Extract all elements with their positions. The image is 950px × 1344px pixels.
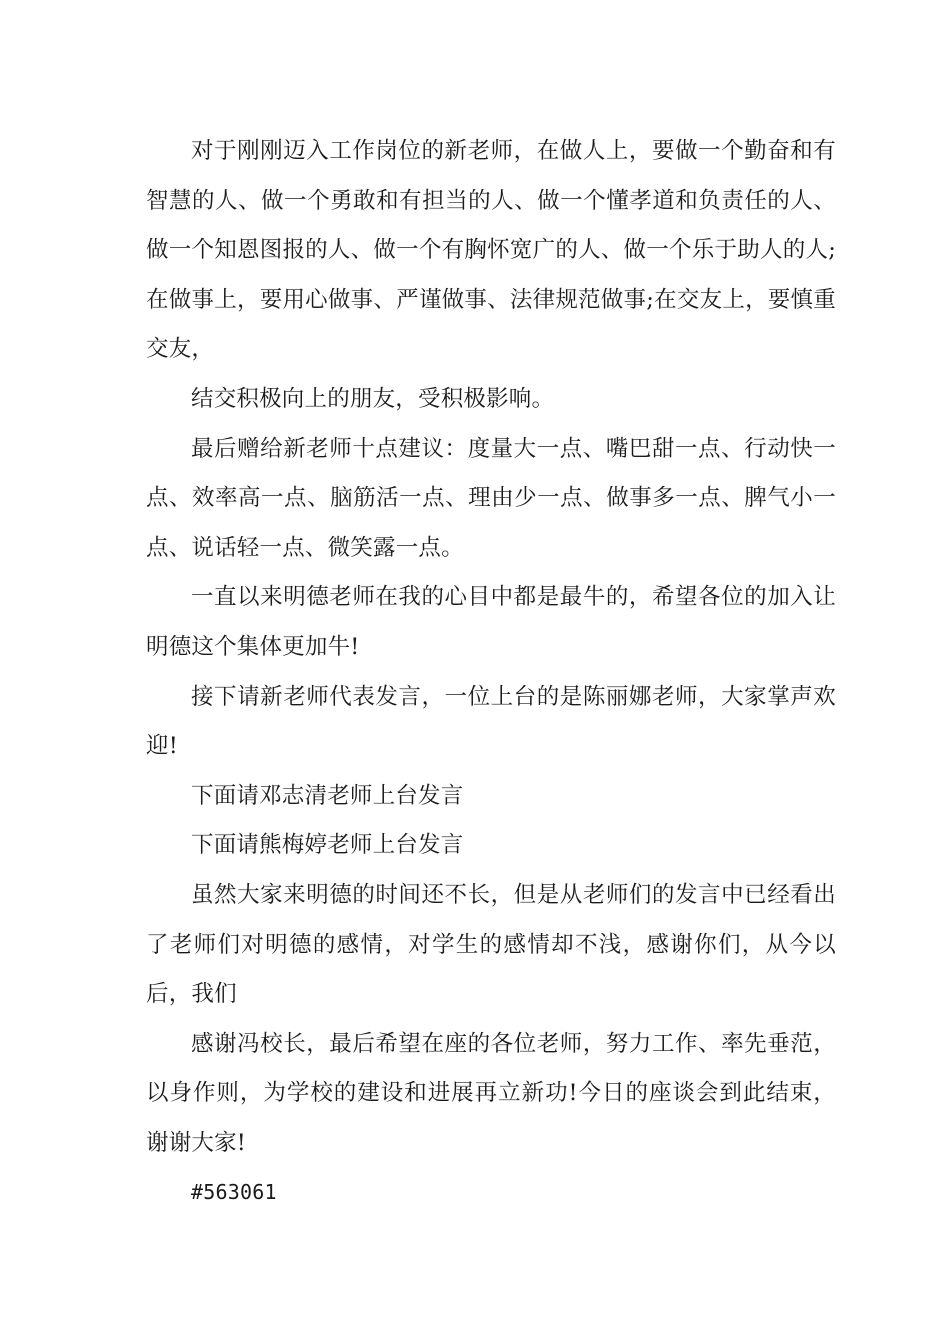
paragraph-8: 虽然大家来明德的时间还不长，但是从老师们的发言中已经看出了老师们对明德的感情，对学生的感情却不浅，感谢你们，从今以后，我们 bbox=[146, 881, 836, 1008]
paragraph-6: 下面请邓志清老师上台发言 bbox=[191, 782, 464, 809]
document-body bbox=[146, 127, 836, 1218]
paragraph-2: 结交积极向上的朋友，受积极影响。 bbox=[191, 385, 555, 412]
document-reference-number: #563061 bbox=[191, 1180, 277, 1205]
paragraph-7: 下面请熊梅婷老师上台发言 bbox=[191, 832, 464, 859]
paragraph-5: 接下请新老师代表发言，一位上台的是陈丽娜老师，大家掌声欢迎! bbox=[146, 683, 836, 760]
paragraph-9: 感谢冯校长，最后希望在座的各位老师，努力工作、率先垂范，以身作则，为学校的建设和进展再立新功!今日的座谈会到此结束，谢谢大家! bbox=[146, 1030, 836, 1156]
paragraph-4: 一直以来明德老师在我的心目中都是最牛的，希望各位的加入让明德这个集体更加牛! bbox=[146, 584, 836, 660]
paragraph-3: 最后赠给新老师十点建议：度量大一点、嘴巴甜一点、行动快一点、效率高一点、脑筋活一点、理由少一点、做事多一点、脾气小一点、说话轻一点、微笑露一点。 bbox=[146, 435, 836, 561]
paragraph-1: 对于刚刚迈入工作岗位的新老师，在做人上，要做一个勤奋和有智慧的人、做一个勇敢和有担当的人、做一个懂孝道和负责任的人、做一个知恩图报的人、做一个有胸怀宽广的人、做一个乐于助人的人;在做事上，要用心做事、严谨做事、法律规范做事;在交友上，要慎重交友， bbox=[146, 138, 836, 363]
